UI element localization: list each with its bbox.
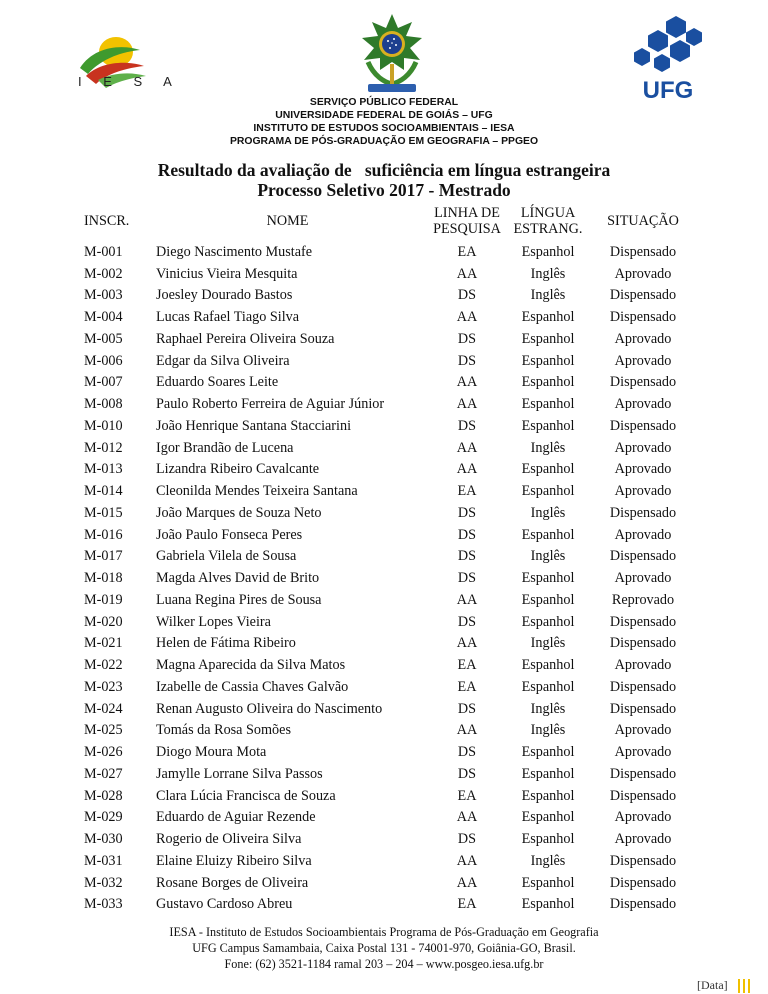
header-inscr: INSCR. bbox=[84, 213, 130, 229]
cell-nome: João Marques de Souza Neto bbox=[156, 504, 322, 521]
cell-lingua: Inglês bbox=[530, 852, 566, 869]
institution-header bbox=[0, 96, 768, 148]
cell-linha: DS bbox=[457, 504, 477, 521]
cell-linha: AA bbox=[456, 722, 478, 739]
ufg-logo bbox=[628, 14, 708, 104]
cell-nome: Cleonilda Mendes Teixeira Santana bbox=[156, 483, 358, 500]
footer-line-2: UFG Campus Samambaia, Caixa Postal 131 - 74001-970, Goiânia-GO, Brasil. bbox=[192, 941, 576, 955]
cell-lingua: Espanhol bbox=[521, 526, 575, 543]
header-lingua bbox=[509, 201, 587, 241]
cell-nome: Elaine Eluizy Ribeiro Silva bbox=[156, 852, 312, 869]
cell-lingua: Espanhol bbox=[521, 831, 575, 848]
cell-situacao: Dispensado bbox=[609, 635, 677, 652]
table-row bbox=[71, 894, 699, 916]
cell-lingua: Espanhol bbox=[521, 243, 575, 260]
cell-linha: EA bbox=[457, 787, 477, 804]
header-linha-line-2: PESQUISA bbox=[433, 221, 501, 237]
cell-inscr: M-028 bbox=[84, 787, 123, 804]
cell-inscr: M-031 bbox=[84, 852, 123, 869]
cell-linha: AA bbox=[456, 635, 478, 652]
cell-inscr: M-014 bbox=[84, 483, 123, 500]
cell-inscr: M-025 bbox=[84, 722, 123, 739]
footer-line-3: Fone: (62) 3521-1184 ramal 203 – 204 – www.posgeo.iesa.ufg.br bbox=[224, 957, 544, 971]
header-lingua-line-1: LÍNGUA bbox=[520, 205, 576, 221]
cell-nome: João Henrique Santana Stacciarini bbox=[156, 417, 352, 434]
cell-situacao: Aprovado bbox=[614, 352, 672, 369]
iesa-logo bbox=[70, 30, 166, 100]
cell-situacao: Dispensado bbox=[609, 374, 677, 391]
cell-inscr: M-010 bbox=[84, 417, 123, 434]
cell-inscr: M-017 bbox=[84, 548, 123, 565]
cell-situacao: Aprovado bbox=[614, 483, 672, 500]
cell-inscr: M-001 bbox=[84, 243, 123, 260]
cell-lingua: Espanhol bbox=[521, 309, 575, 326]
page-bars-icon bbox=[737, 979, 751, 993]
cell-nome: Rosane Borges de Oliveira bbox=[156, 874, 309, 891]
cell-inscr: M-015 bbox=[84, 504, 123, 521]
cell-nome: João Paulo Fonseca Peres bbox=[156, 526, 303, 543]
table-row bbox=[71, 306, 699, 328]
cell-situacao: Dispensado bbox=[609, 852, 677, 869]
cell-lingua: Inglês bbox=[530, 635, 566, 652]
footer-line-1: IESA - Instituto de Estudos Socioambientais Programa de Pós-Graduação em Geografia bbox=[169, 925, 599, 939]
ufg-logo-text: UFG bbox=[642, 77, 694, 104]
page-footer bbox=[0, 924, 768, 972]
cell-linha: AA bbox=[456, 461, 478, 478]
cell-linha: AA bbox=[456, 852, 478, 869]
cell-situacao: Aprovado bbox=[614, 526, 672, 543]
cell-situacao: Aprovado bbox=[614, 396, 672, 413]
cell-situacao: Dispensado bbox=[609, 309, 677, 326]
header-line-4: PROGRAMA DE PÓS-GRADUAÇÃO EM GEOGRAFIA – PPGEO bbox=[229, 136, 539, 147]
cell-lingua: Espanhol bbox=[521, 461, 575, 478]
cell-lingua: Espanhol bbox=[521, 744, 575, 761]
cell-nome: Edgar da Silva Oliveira bbox=[156, 352, 290, 369]
results-table bbox=[71, 201, 699, 915]
cell-situacao: Aprovado bbox=[614, 461, 672, 478]
table-row bbox=[71, 502, 699, 524]
header-nome: NOME bbox=[266, 213, 309, 229]
title-line-2: Processo Seletivo 2017 - Mestrado bbox=[257, 180, 511, 200]
cell-nome: Vinicius Vieira Mesquita bbox=[156, 265, 298, 282]
cell-inscr: M-012 bbox=[84, 439, 123, 456]
page-marker: [Data] bbox=[697, 978, 728, 992]
cell-nome: Gustavo Cardoso Abreu bbox=[156, 896, 293, 913]
cell-linha: EA bbox=[457, 678, 477, 695]
cell-inscr: M-002 bbox=[84, 265, 123, 282]
cell-lingua: Espanhol bbox=[521, 483, 575, 500]
cell-situacao: Aprovado bbox=[614, 722, 672, 739]
cell-situacao: Aprovado bbox=[614, 265, 672, 282]
cell-lingua: Espanhol bbox=[521, 330, 575, 347]
cell-inscr: M-005 bbox=[84, 330, 123, 347]
cell-situacao: Dispensado bbox=[609, 504, 677, 521]
cell-nome: Jamylle Lorrane Silva Passos bbox=[156, 765, 323, 782]
cell-linha: AA bbox=[456, 591, 478, 608]
header-linha-line-1: LINHA DE bbox=[434, 205, 500, 221]
cell-linha: DS bbox=[457, 417, 477, 434]
cell-situacao: Dispensado bbox=[609, 787, 677, 804]
cell-linha: DS bbox=[457, 287, 477, 304]
cell-linha: AA bbox=[456, 809, 478, 826]
cell-nome: Luana Regina Pires de Sousa bbox=[156, 591, 322, 608]
header-linha bbox=[425, 201, 509, 241]
cell-nome: Wilker Lopes Vieira bbox=[156, 613, 271, 630]
cell-linha: DS bbox=[457, 570, 477, 587]
header-line-3: INSTITUTO DE ESTUDOS SOCIOAMBIENTAIS – IESA bbox=[253, 123, 515, 134]
cell-inscr: M-006 bbox=[84, 352, 123, 369]
cell-nome: Renan Augusto Oliveira do Nascimento bbox=[156, 700, 383, 717]
header-line-1: SERVIÇO PÚBLICO FEDERAL bbox=[309, 97, 459, 108]
cell-lingua: Inglês bbox=[530, 504, 566, 521]
cell-situacao: Dispensado bbox=[609, 287, 677, 304]
cell-situacao: Aprovado bbox=[614, 809, 672, 826]
header-line-2: UNIVERSIDADE FEDERAL DE GOIÁS – UFG bbox=[275, 110, 493, 121]
cell-lingua: Espanhol bbox=[521, 374, 575, 391]
cell-lingua: Espanhol bbox=[521, 896, 575, 913]
cell-nome: Joesley Dourado Bastos bbox=[156, 287, 293, 304]
cell-situacao: Dispensado bbox=[609, 700, 677, 717]
cell-situacao: Dispensado bbox=[609, 417, 677, 434]
table-row bbox=[71, 350, 699, 372]
table-row bbox=[71, 480, 699, 502]
cell-inscr: M-007 bbox=[84, 374, 123, 391]
cell-situacao: Aprovado bbox=[614, 657, 672, 674]
cell-nome: Lucas Rafael Tiago Silva bbox=[156, 309, 300, 326]
header-lingua-line-2: ESTRANG. bbox=[513, 221, 583, 237]
cell-inscr: M-004 bbox=[84, 309, 123, 326]
cell-linha: EA bbox=[457, 896, 477, 913]
cell-lingua: Espanhol bbox=[521, 570, 575, 587]
cell-linha: AA bbox=[456, 396, 478, 413]
cell-nome: Tomás da Rosa Somões bbox=[156, 722, 291, 739]
table-row bbox=[71, 611, 699, 633]
cell-situacao: Dispensado bbox=[609, 243, 677, 260]
cell-inscr: M-018 bbox=[84, 570, 123, 587]
cell-inscr: M-033 bbox=[84, 896, 123, 913]
cell-inscr: M-016 bbox=[84, 526, 123, 543]
table-row bbox=[71, 741, 699, 763]
cell-inscr: M-022 bbox=[84, 657, 123, 674]
table-row bbox=[71, 285, 699, 307]
cell-inscr: M-003 bbox=[84, 287, 123, 304]
cell-nome: Igor Brandão de Lucena bbox=[156, 439, 294, 456]
cell-inscr: M-008 bbox=[84, 396, 123, 413]
cell-linha: DS bbox=[457, 548, 477, 565]
cell-situacao: Dispensado bbox=[609, 613, 677, 630]
cell-linha: AA bbox=[456, 874, 478, 891]
cell-linha: DS bbox=[457, 765, 477, 782]
table-header-row bbox=[71, 201, 699, 241]
iesa-logo-text: I E S A bbox=[78, 74, 181, 89]
cell-lingua: Inglês bbox=[530, 439, 566, 456]
cell-lingua: Espanhol bbox=[521, 809, 575, 826]
table-row bbox=[71, 676, 699, 698]
cell-lingua: Espanhol bbox=[521, 396, 575, 413]
cell-situacao: Aprovado bbox=[614, 330, 672, 347]
table-row bbox=[71, 546, 699, 568]
cell-inscr: M-021 bbox=[84, 635, 123, 652]
cell-lingua: Espanhol bbox=[521, 591, 575, 608]
cell-inscr: M-013 bbox=[84, 461, 123, 478]
table-row bbox=[71, 567, 699, 589]
cell-lingua: Inglês bbox=[530, 722, 566, 739]
cell-situacao: Dispensado bbox=[609, 896, 677, 913]
cell-lingua: Espanhol bbox=[521, 352, 575, 369]
cell-inscr: M-030 bbox=[84, 831, 123, 848]
cell-linha: DS bbox=[457, 526, 477, 543]
cell-situacao: Dispensado bbox=[609, 874, 677, 891]
table-row bbox=[71, 415, 699, 437]
cell-situacao: Reprovado bbox=[611, 591, 675, 608]
table-row bbox=[71, 807, 699, 829]
cell-situacao: Dispensado bbox=[609, 765, 677, 782]
cell-nome: Diogo Moura Mota bbox=[156, 744, 267, 761]
cell-nome: Eduardo Soares Leite bbox=[156, 374, 279, 391]
cell-nome: Magda Alves David de Brito bbox=[156, 570, 320, 587]
cell-inscr: M-029 bbox=[84, 809, 123, 826]
cell-situacao: Aprovado bbox=[614, 439, 672, 456]
brasao-republica-icon bbox=[354, 12, 430, 98]
cell-nome: Eduardo de Aguiar Rezende bbox=[156, 809, 316, 826]
cell-lingua: Espanhol bbox=[521, 787, 575, 804]
cell-nome: Paulo Roberto Ferreira de Aguiar Júnior bbox=[156, 396, 385, 413]
table-row bbox=[71, 763, 699, 785]
table-row bbox=[71, 850, 699, 872]
cell-lingua: Inglês bbox=[530, 265, 566, 282]
cell-linha: DS bbox=[457, 613, 477, 630]
cell-inscr: M-026 bbox=[84, 744, 123, 761]
cell-inscr: M-027 bbox=[84, 765, 123, 782]
header-situacao: SITUAÇÃO bbox=[607, 213, 679, 229]
table-row bbox=[71, 589, 699, 611]
cell-linha: AA bbox=[456, 265, 478, 282]
cell-linha: DS bbox=[457, 831, 477, 848]
cell-situacao: Aprovado bbox=[614, 570, 672, 587]
table-row bbox=[71, 633, 699, 655]
cell-linha: DS bbox=[457, 744, 477, 761]
cell-nome: Rogerio de Oliveira Silva bbox=[156, 831, 302, 848]
table-row bbox=[71, 328, 699, 350]
cell-lingua: Inglês bbox=[530, 700, 566, 717]
cell-lingua: Espanhol bbox=[521, 613, 575, 630]
cell-nome: Lizandra Ribeiro Cavalcante bbox=[156, 461, 320, 478]
cell-inscr: M-019 bbox=[84, 591, 123, 608]
document-title bbox=[0, 160, 768, 200]
cell-linha: AA bbox=[456, 309, 478, 326]
cell-linha: AA bbox=[456, 439, 478, 456]
cell-nome: Diego Nascimento Mustafe bbox=[156, 243, 313, 260]
cell-inscr: M-023 bbox=[84, 678, 123, 695]
cell-nome: Gabriela Vilela de Sousa bbox=[156, 548, 297, 565]
cell-linha: EA bbox=[457, 243, 477, 260]
table-row bbox=[71, 459, 699, 481]
cell-inscr: M-024 bbox=[84, 700, 123, 717]
cell-lingua: Inglês bbox=[530, 287, 566, 304]
table-row bbox=[71, 263, 699, 285]
table-row bbox=[71, 828, 699, 850]
cell-lingua: Espanhol bbox=[521, 417, 575, 434]
table-row bbox=[71, 654, 699, 676]
table-row bbox=[71, 785, 699, 807]
table-row bbox=[71, 872, 699, 894]
cell-situacao: Dispensado bbox=[609, 548, 677, 565]
cell-nome: Clara Lúcia Francisca de Souza bbox=[156, 787, 336, 804]
cell-lingua: Espanhol bbox=[521, 657, 575, 674]
cell-lingua: Espanhol bbox=[521, 765, 575, 782]
cell-lingua: Inglês bbox=[530, 548, 566, 565]
title-line-1: Resultado da avaliação de suficiência em língua estrangeira bbox=[157, 160, 611, 180]
cell-situacao: Aprovado bbox=[614, 831, 672, 848]
table-row bbox=[71, 241, 699, 263]
cell-situacao: Aprovado bbox=[614, 744, 672, 761]
table-row bbox=[71, 524, 699, 546]
cell-lingua: Espanhol bbox=[521, 678, 575, 695]
cell-linha: DS bbox=[457, 700, 477, 717]
cell-linha: AA bbox=[456, 374, 478, 391]
cell-nome: Magna Aparecida da Silva Matos bbox=[156, 657, 346, 674]
table-row bbox=[71, 698, 699, 720]
cell-linha: EA bbox=[457, 657, 477, 674]
table-row bbox=[71, 372, 699, 394]
table-row bbox=[71, 720, 699, 742]
cell-nome: Raphael Pereira Oliveira Souza bbox=[156, 330, 335, 347]
cell-inscr: M-020 bbox=[84, 613, 123, 630]
cell-inscr: M-032 bbox=[84, 874, 123, 891]
table-row bbox=[71, 393, 699, 415]
cell-nome: Izabelle de Cassia Chaves Galvão bbox=[156, 678, 349, 695]
table-row bbox=[71, 437, 699, 459]
cell-nome: Helen de Fátima Ribeiro bbox=[156, 635, 296, 652]
cell-situacao: Dispensado bbox=[609, 678, 677, 695]
cell-linha: EA bbox=[457, 483, 477, 500]
cell-linha: DS bbox=[457, 330, 477, 347]
cell-linha: DS bbox=[457, 352, 477, 369]
cell-lingua: Espanhol bbox=[521, 874, 575, 891]
